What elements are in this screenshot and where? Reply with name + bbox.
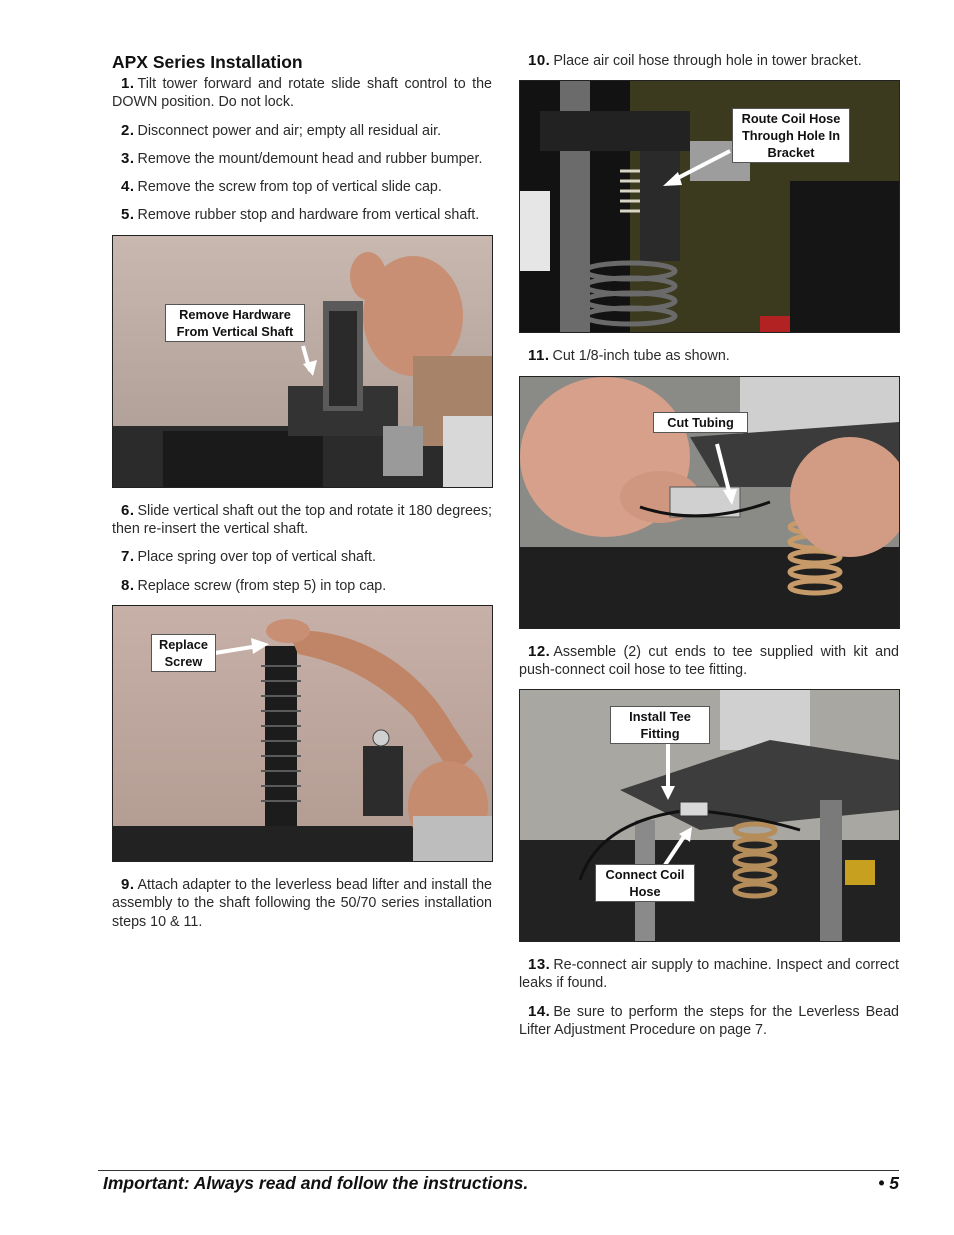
photo-install-tee [519, 689, 900, 942]
callout-connect-coil-hose: Connect Coil Hose [595, 864, 695, 902]
step-text: Remove rubber stop and hardware from vertical shaft. [137, 207, 480, 224]
callout-route-coil-hose: Route Coil Hose Through Hole In Bracket [732, 108, 850, 163]
step-2 [112, 122, 492, 140]
step-4 [112, 178, 492, 196]
step-14 [519, 1003, 899, 1040]
section-title: APX Series Installation [112, 52, 303, 72]
step-1 [112, 75, 492, 112]
right-column [519, 52, 899, 1049]
step-text: Replace screw (from step 5) in top cap. [137, 577, 387, 594]
step-3 [112, 150, 492, 168]
step-text: Place air coil hose through hole in tower bracket. [553, 53, 862, 69]
step-number: 14. [528, 1002, 551, 1020]
photo-cut-tubing [519, 376, 900, 629]
step-number: 11. [528, 347, 550, 365]
step-text: Assemble (2) cut ends to tee supplied with kit and push-connect coil hose to tee fitting. [519, 643, 899, 678]
footer-notice: Important: Always read and follow the instructions. [103, 1173, 529, 1193]
step-number: 7. [121, 548, 135, 566]
step-number: 2. [121, 121, 135, 139]
callout-remove-hardware: Remove Hardware From Vertical Shaft [165, 304, 305, 342]
step-text: Attach adapter to the leverless bead lifter and install the assembly to the shaft following the 50/70 series installation steps 10 & 11. [112, 876, 492, 930]
step-5 [112, 206, 492, 224]
step-number: 6. [121, 501, 135, 519]
step-13 [519, 956, 899, 993]
step-number: 5. [121, 206, 135, 224]
step-text: Cut 1/8-inch tube as shown. [552, 348, 730, 365]
photo-remove-hardware [112, 235, 493, 488]
step-text: Remove the screw from top of vertical slide cap. [137, 179, 442, 196]
step-text: Be sure to perform the steps for the Leverless Bead Lifter Adjustment Procedure on page 7. [519, 1003, 899, 1039]
left-column [112, 52, 492, 941]
step-11 [519, 347, 899, 365]
step-number: 12. [528, 642, 551, 660]
step-number: 9. [121, 875, 135, 893]
photo-replace-screw [112, 605, 493, 862]
step-6 [112, 502, 492, 539]
page-footer [98, 1170, 899, 1194]
step-8 [112, 577, 492, 595]
step-number: 8. [121, 576, 135, 594]
step-7 [112, 548, 492, 566]
step-text: Slide vertical shaft out the top and rotate it 180 degrees; then re-insert the vertical shaft. [112, 502, 492, 538]
step-number: 3. [121, 149, 135, 167]
page-number: • 5 [878, 1173, 899, 1193]
step-text: Remove the mount/demount head and rubber bumper. [137, 150, 483, 167]
callout-install-tee: Install Tee Fitting [610, 706, 710, 744]
step-number: 13. [528, 956, 551, 974]
step-text: Re-connect air supply to machine. Inspect and correct leaks if found. [519, 957, 899, 992]
photo-route-coil-hose [519, 80, 900, 333]
step-12 [519, 643, 899, 680]
callout-cut-tubing: Cut Tubing [653, 412, 748, 433]
step-text: Disconnect power and air; empty all residual air. [137, 122, 442, 139]
step-number: 1. [121, 75, 135, 92]
step-number: 4. [121, 178, 135, 196]
step-text: Tilt tower forward and rotate slide shaft control to the DOWN position. Do not lock. [112, 76, 492, 111]
step-10 [519, 52, 899, 70]
step-number: 10. [528, 52, 551, 69]
callout-replace-screw: Replace Screw [151, 634, 216, 672]
step-text: Place spring over top of vertical shaft. [137, 549, 376, 566]
step-9 [112, 876, 492, 931]
photo-remove-hardware-scene [113, 236, 492, 487]
